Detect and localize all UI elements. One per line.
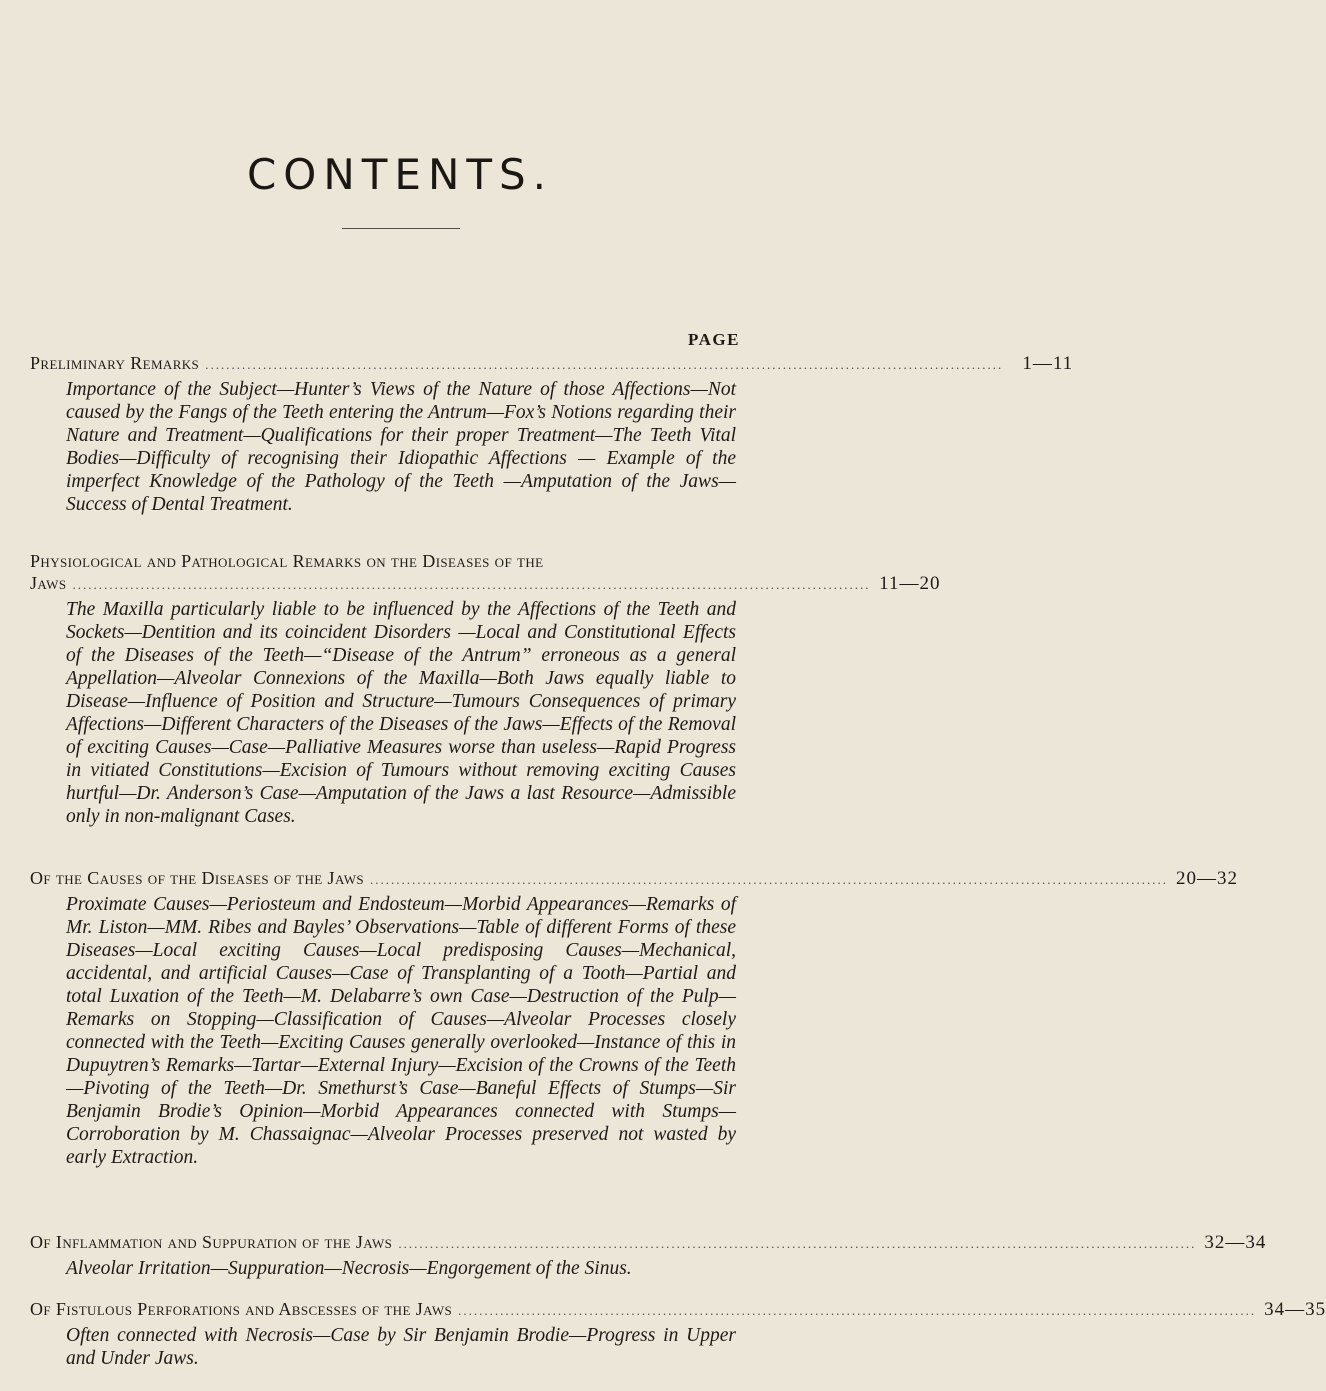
entry-heading: Of Fistulous Perforations and Abscesses of the Jaws <box>30 1299 453 1319</box>
page-column-label: PAGE <box>688 330 740 349</box>
contents-entry-fistulous-perforations <box>30 1298 1326 1370</box>
entry-summary: Proximate Causes—Periosteum and Endosteum—Morbid Appearances—Remarks of Mr. Liston—MM. Ribes and Bayles’ Observations—Table of different Forms of these Diseases—Local exciting Causes—Local predisposing Causes—Mechanical, accidental, and artificial Causes—Case of Transplanting of a Tooth—Partial and total Luxation of the Teeth—M. Delabarre’s own Case—Destruction of the Pulp—Remarks on Stopping—Classification of Causes—Alveolar Processes closely connected with the Teeth—Exciting Causes generally overlooked—Instance of this in Dupuytren’s Remarks—Tartar—External Injury—Excision of the Crowns of the Teeth—Pivoting of the Teeth—Dr. Smethurst’s Case—Baneful Effects of Stumps—Sir Benjamin Brodie’s Opinion—Morbid Appearances connected with Stumps—Corroboration by M. Chassaignac—Alveolar Processes preserved not wasted by early Extraction. <box>66 894 736 1168</box>
dot-leader: ........................................................................................................................................................ <box>72 577 871 592</box>
page-range: 11—20 <box>879 573 941 594</box>
title-rule <box>342 228 460 229</box>
entry-heading: Of Inflammation and Suppuration of the Jaws <box>30 1232 393 1252</box>
dot-leader: ........................................................................................................................................................ <box>398 1236 1197 1251</box>
entry-summary: Often connected with Necrosis—Case by Sir Benjamin Brodie—Progress in Upper and Under Jaws. <box>66 1325 736 1369</box>
dot-leader: ........................................................................................................................................................ <box>458 1303 1257 1318</box>
contents-entry-physiological-remarks <box>30 550 941 828</box>
entry-heading-line <box>30 1298 1326 1322</box>
entry-heading: Of the Causes of the Diseases of the Jaws <box>30 868 364 888</box>
entry-heading-first-line: Physiological and Pathological Remarks on the Diseases of the <box>30 551 544 571</box>
page-range: 1—11 <box>1022 353 1074 374</box>
contents-entry-causes <box>30 867 1238 1169</box>
entry-summary: Importance of the Subject—Hunter’s Views of the Nature of those Affections—Not caused by the Fangs of the Teeth entering the Antrum—Fox’s Notions regarding their Nature and Treatment—Qualifications for their proper Treatment—The Teeth Vital Bodies—Difficulty of recognising their Idiopathic Affections — Example of the imperfect Knowledge of the Pathology of the Teeth —Amputation of the Jaws—Success of Dental Treatment. <box>66 379 736 515</box>
dot-leader: ........................................................................................................................................................ <box>370 872 1168 887</box>
entry-heading-line <box>30 867 1238 891</box>
entry-heading-line <box>30 352 1074 376</box>
entry-heading-line <box>30 1231 1267 1255</box>
entry-summary: Alveolar Irritation—Suppuration—Necrosis—Engorgement of the Sinus. <box>66 1258 632 1279</box>
contents-entry-inflammation <box>30 1231 1267 1280</box>
entry-heading: Preliminary Remarks <box>30 353 200 373</box>
page-range: 20—32 <box>1176 868 1238 889</box>
dot-leader: ........................................................................................................................................................ <box>205 357 1004 372</box>
entry-heading: Jaws <box>30 573 67 593</box>
entry-heading-line <box>30 572 941 596</box>
page-range: 34—35 <box>1264 1299 1326 1320</box>
page-title: CONTENTS. <box>246 150 554 199</box>
page-range: 32—34 <box>1204 1232 1267 1253</box>
entry-summary: The Maxilla particularly liable to be influenced by the Affections of the Teeth and Sockets—Dentition and its coincident Disorders —Local and Constitutional Effects of the Diseases of the Teeth—“Disease of the Antrum” erroneous as a general Appellation—Alveolar Connexions of the Maxilla—Both Jaws equally liable to Disease—Influence of Position and Structure—Tumours Consequences of primary Affections—Different Characters of the Diseases of the Jaws—Effects of the Removal of exciting Causes—Case—Palliative Measures worse than useless—Rapid Progress in vitiated Constitutions—Excision of Tumours without removing exciting Causes hurtful—Dr. Anderson’s Case—Amputation of the Jaws a last Resource—Admissible only in non-malignant Cases. <box>66 599 736 827</box>
contents-entry-preliminary-remarks <box>30 352 1074 516</box>
